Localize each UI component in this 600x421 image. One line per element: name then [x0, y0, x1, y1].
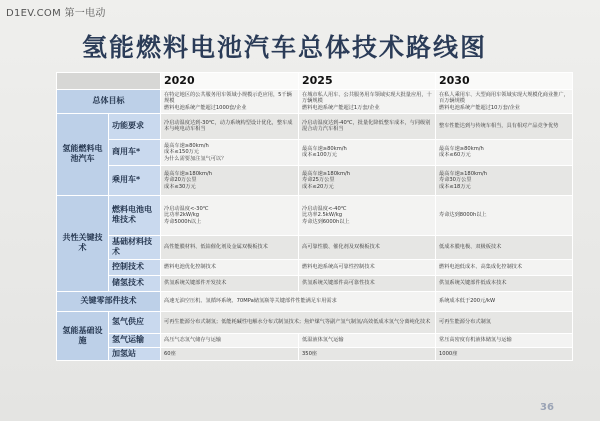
- control-2020: 燃料电池优化控制技术: [161, 259, 299, 275]
- passenger-2025: 最高车速≥180km/h 寿命25万公里 成本≤20万元: [299, 165, 436, 195]
- supply-2030: 可再生能源分布式制氢: [436, 311, 573, 333]
- technology-roadmap-table: [56, 72, 573, 361]
- stack-2030: 寿命达到8000h以上: [436, 195, 573, 235]
- table-row: [57, 113, 573, 139]
- page-title: 氢能燃料电池汽车总体技术路线图: [82, 33, 488, 62]
- function-2030: 整车性能达到与传统车相当，具有相对产品竞争优势: [436, 113, 573, 139]
- materials-2025: 高可靠性膜、催化剂及双极板技术: [299, 235, 436, 259]
- page-number: 36: [540, 402, 554, 413]
- overall-2025: 在城市私人用车、公共服务用车领域实现大批量应用，十万辆规模 燃料电池系统产能超过1万套/企业: [299, 89, 436, 113]
- passenger-2020: 最高车速≥180km/h 寿命20万公里 成本≤30万元: [161, 165, 299, 195]
- row-header-control: 控制技术: [109, 259, 161, 275]
- group-key-tech: 共性关键技术: [57, 195, 109, 291]
- stack-2025: 冷启动温度<-40℃ 比功率2.5kW/kg 寿命达到6000h以上: [299, 195, 436, 235]
- row-header-components: 关键零部件技术: [57, 291, 161, 311]
- row-header-station: 加氢站: [109, 347, 161, 360]
- row-header-commercial: 商用车*: [109, 139, 161, 165]
- table-row: [57, 165, 573, 195]
- components-2020-2025: 高速无油空压机、氢循环系统、70MPa储氢瓶等关键部件性能满足车用需求: [161, 291, 436, 311]
- station-2025: 350座: [299, 347, 436, 360]
- transport-2020: 高压气态氢气储存与运输: [161, 333, 299, 347]
- year-2020: 2020: [161, 73, 299, 90]
- row-header-passenger: 乘用车*: [109, 165, 161, 195]
- table-row: [57, 139, 573, 165]
- site-watermark: D1EV.COM 第一电动: [6, 8, 106, 19]
- background-ghost-text: [20, 140, 27, 164]
- row-header-transport: 氢气运输: [109, 333, 161, 347]
- supply-2020-2025: 可再生能源分布式制氢；低能耗碱性电解水分布式制氢技术；焦炉煤气等副产氢气制氢/高效低成本氢气分离纯化技术: [161, 311, 436, 333]
- row-header-supply: 氢气供应: [109, 311, 161, 333]
- overall-2030: 在私人乘用车、大型商用车领域实现大规模化商业推广，百万辆规模 燃料电池系统产能超过10万套/企业: [436, 89, 573, 113]
- station-2020: 60座: [161, 347, 299, 360]
- table-row: [57, 195, 573, 235]
- year-2025: 2025: [299, 73, 436, 90]
- year-header-row: [57, 73, 573, 90]
- corner-cell: [57, 73, 161, 90]
- storage-2020: 供氢系统关键部件开发技术: [161, 275, 299, 291]
- row-header-materials: 基础材料技术: [109, 235, 161, 259]
- table-row: [57, 259, 573, 275]
- function-2025: 冷启动温度达到-40℃，批量化降低整车成本，与同级别混合动力汽车相当: [299, 113, 436, 139]
- storage-2030: 供氢系统关键部件低成本技术: [436, 275, 573, 291]
- storage-2025: 供氢系统关键部件高可靠性技术: [299, 275, 436, 291]
- table-row: [57, 347, 573, 360]
- materials-2030: 低成本膜电极、双极板技术: [436, 235, 573, 259]
- commercial-2020: 最高车速≥80km/h 成本≤150万元 为什么需要加注氢气可以？: [161, 139, 299, 165]
- row-header-storage: 储氢技术: [109, 275, 161, 291]
- table-row: [57, 275, 573, 291]
- commercial-2030: 最高车速≥80km/h 成本≤60万元: [436, 139, 573, 165]
- table-row: [57, 291, 573, 311]
- control-2030: 燃料电池低成本、高集成化控制技术: [436, 259, 573, 275]
- table-row: [57, 333, 573, 347]
- commercial-2025: 最高车速≥80km/h 成本≤100万元: [299, 139, 436, 165]
- transport-2025: 低温液体氢气运输: [299, 333, 436, 347]
- row-header-overall: 总体目标: [57, 89, 161, 113]
- stack-2020: 冷启动温度<-30℃ 比功率2kW/kg 寿命5000h以上: [161, 195, 299, 235]
- year-2030: 2030: [436, 73, 573, 90]
- group-vehicle: 氢能燃料电池汽车: [57, 113, 109, 195]
- overall-2020: 在特定地区的公共服务用车领域小规模示范应用，5千辆规模 燃料电池系统产能超过1000套/企业: [161, 89, 299, 113]
- passenger-2030: 最高车速≥180km/h 寿命30万公里 成本≤18万元: [436, 165, 573, 195]
- table-row: [57, 235, 573, 259]
- station-2030: 1000座: [436, 347, 573, 360]
- control-2025: 燃料电池系统高可靠性控制技术: [299, 259, 436, 275]
- function-2020: 冷启动温度达到-30℃，动力系统构型设计优化，整车成本与纯电动车相当: [161, 113, 299, 139]
- table-row: [57, 311, 573, 333]
- transport-2030: 常压高密度有机液体储氢与运输: [436, 333, 573, 347]
- row-header-stack: 燃料电池电堆技术: [109, 195, 161, 235]
- components-2030: 系统成本低于200元/kW: [436, 291, 573, 311]
- group-infra: 氢能基础设施: [57, 311, 109, 360]
- materials-2020: 高性能膜材料、低铂催化剂及金属双极板技术: [161, 235, 299, 259]
- row-header-function: 功能要求: [109, 113, 161, 139]
- table-row: [57, 89, 573, 113]
